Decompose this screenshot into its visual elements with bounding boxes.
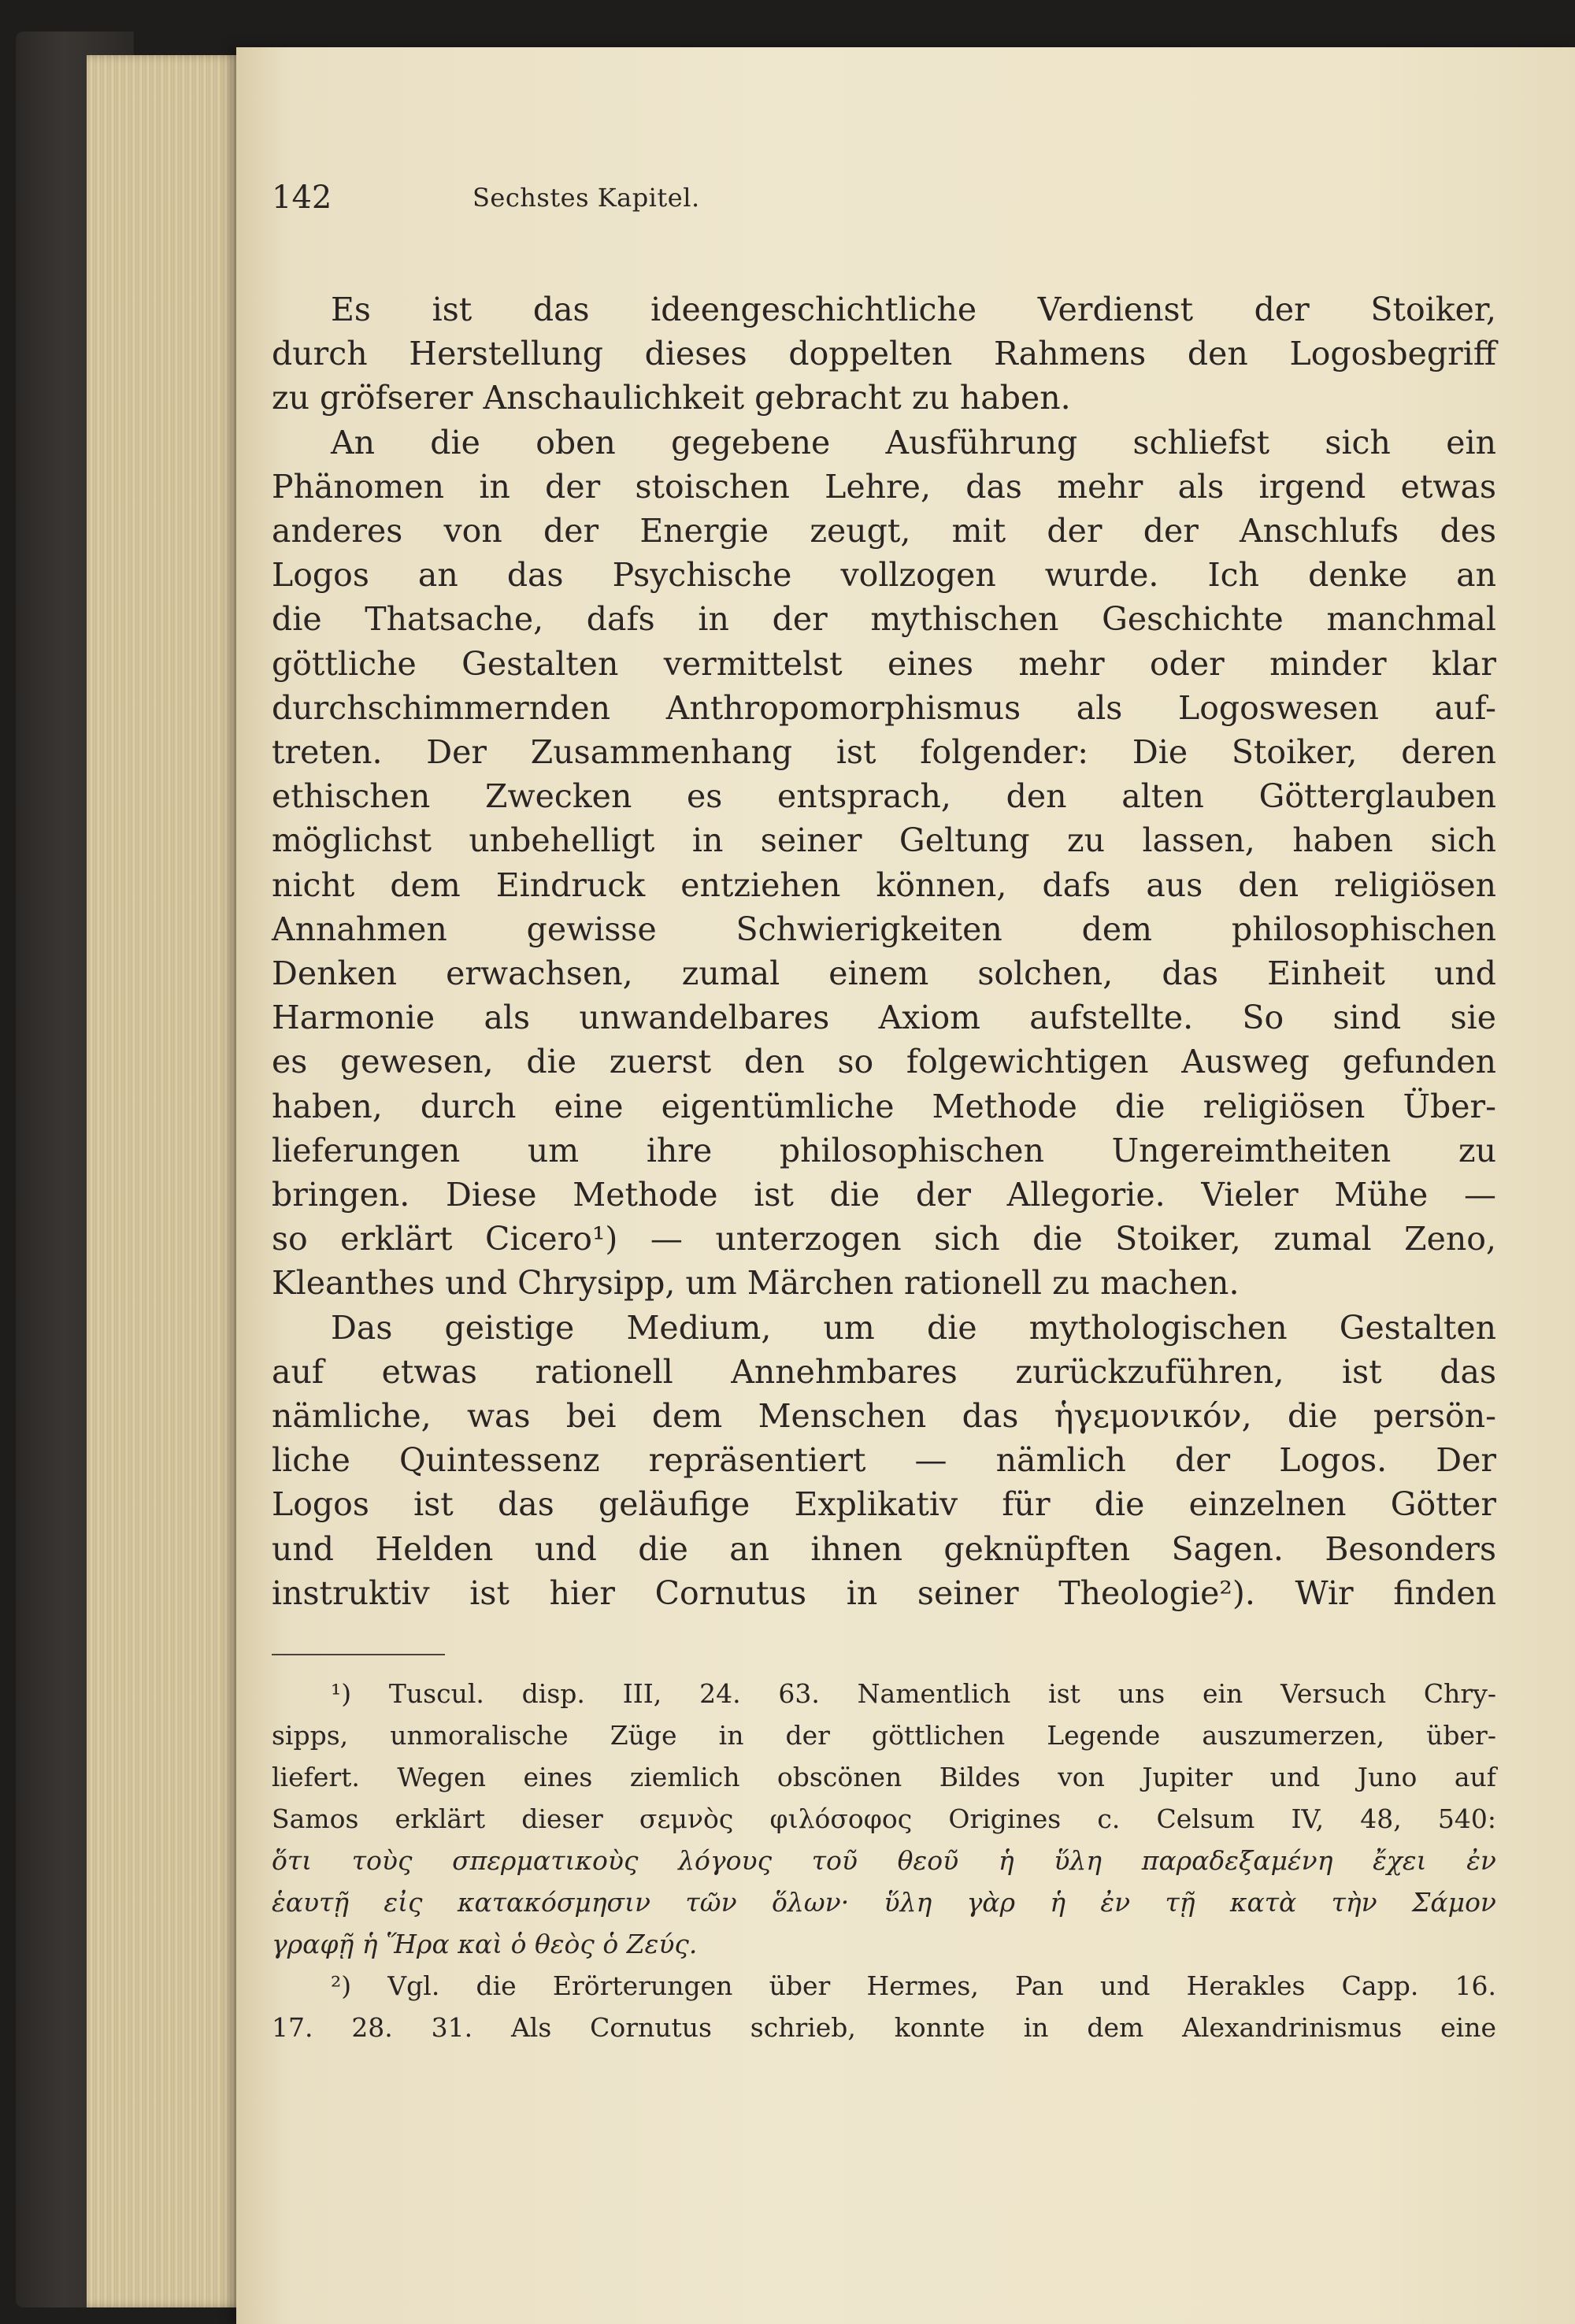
body-line: Annahmen gewisse Schwierigkeiten dem philosophischen — [272, 910, 1496, 948]
body-line: lieferungen um ihre philosophischen Ungereimtheiten zu — [272, 1131, 1496, 1169]
body-line: instruktiv ist hier Cornutus in seiner Theologie²). Wir finden — [272, 1573, 1496, 1612]
body-line: treten. Der Zusammenhang ist folgender: Die Stoiker, deren — [272, 733, 1496, 772]
footnote-greek-line: ὅτι τοὺς σπερματικοὺς λόγους τοῦ θεοῦ ἡ ὕλη παραδεξαμένη ἔχει ἐν — [272, 1845, 1496, 1876]
footnote-line: ¹) Tuscul. disp. III, 24. 63. Namentlich ist uns ein Versuch Chry- — [331, 1678, 1496, 1709]
body-line: die Thatsache, dafs in der mythischen Geschichte manchmal — [272, 600, 1496, 639]
body-line: es gewesen, die zuerst den so folgewichtigen Ausweg gefunden — [272, 1043, 1496, 1081]
body-line: nicht dem Eindruck entziehen können, dafs aus den religiösen — [272, 865, 1496, 904]
body-line: Das geistige Medium, um die mythologischen Gestalten — [331, 1308, 1496, 1347]
footnote-line: 17. 28. 31. Als Cornutus schrieb, konnte in dem Alexandrinismus eine — [272, 2012, 1496, 2043]
footnote-rule — [272, 1654, 445, 1655]
footnote-greek-line: ἑαυτῇ εἰς κατακόσμησιν τῶν ὅλων· ὕλη γὰρ ἡ ἐν τῇ κατὰ τὴν Σάμον — [272, 1887, 1496, 1918]
body-line: und Helden und die an ihnen geknüpften Sagen. Besonders — [272, 1529, 1496, 1568]
body-line: Es ist das ideengeschichtliche Verdienst der Stoiker, — [331, 291, 1496, 328]
page-number: 142 — [272, 180, 332, 216]
body-line: auf etwas rationell Annehmbares zurückzuführen, ist das — [272, 1352, 1496, 1391]
footnote-greek-line: γραφῇ ἡ Ἥρα καὶ ὁ θεὸς ὁ Ζεύς. — [272, 1929, 698, 1959]
body-line: bringen. Diese Methode ist die der Allegorie. Vieler Mühe — — [272, 1176, 1496, 1214]
body-line: durch Herstellung dieses doppelten Rahmens den Logosbegriff — [272, 335, 1496, 373]
body-line: ethischen Zwecken es entsprach, den alten Götterglauben — [272, 777, 1496, 816]
running-head: Sechstes Kapitel. — [472, 183, 700, 213]
body-line: Kleanthes und Chrysipp, um Märchen rationell zu machen. — [272, 1264, 1240, 1303]
body-line: liche Quintessenz repräsentiert — nämlich der Logos. Der — [272, 1441, 1496, 1480]
footnote-line: ²) Vgl. die Erörterungen über Hermes, Pan und Herakles Capp. 16. — [331, 1970, 1496, 2001]
body-line: durchschimmernden Anthropomorphismus als Logoswesen auf- — [272, 688, 1496, 727]
page-header — [272, 180, 1496, 227]
footnote-line: Samos erklärt dieser σεμνὸς φιλόσοφος Origines c. Celsum IV, 48, 540: — [272, 1803, 1496, 1834]
footnotes — [272, 1673, 1496, 2048]
footnote-line: sipps, unmoralische Züge in der göttlichen Legende auszumerzen, über- — [272, 1720, 1496, 1751]
body-text — [272, 287, 1496, 1615]
body-line: göttliche Gestalten vermittelst eines mehr oder minder klar — [272, 644, 1496, 683]
body-line: Harmonie als unwandelbares Axiom aufstellte. So sind sie — [272, 999, 1496, 1037]
body-line: Phänomen in der stoischen Lehre, das mehr als irgend etwas — [272, 467, 1496, 506]
body-line: haben, durch eine eigentümliche Methode die religiösen Über- — [272, 1087, 1496, 1125]
body-line: Logos ist das geläufige Explikativ für die einzelnen Götter — [272, 1485, 1496, 1524]
body-line: anderes von der Energie zeugt, mit der der Anschlufs des — [272, 512, 1496, 550]
body-line: möglichst unbehelligt in seiner Geltung zu lassen, haben sich — [272, 821, 1496, 860]
body-line: so erklärt Cicero¹) — unterzogen sich die Stoiker, zumal Zeno, — [272, 1220, 1496, 1258]
page-edges — [87, 55, 244, 2307]
body-line: An die oben gegebene Ausführung schliefst sich ein — [331, 423, 1496, 461]
body-line: zu gröfserer Anschaulichkeit gebracht zu haben. — [272, 379, 1071, 417]
footnote-line: liefert. Wegen eines ziemlich obscönen Bildes von Jupiter und Juno auf — [272, 1762, 1496, 1792]
body-line: Logos an das Psychische vollzogen wurde. Ich denke an — [272, 556, 1496, 595]
body-line: nämliche, was bei dem Menschen das ἡγεμονικόν, die persön- — [272, 1397, 1496, 1436]
body-line: Denken erwachsen, zumal einem solchen, das Einheit und — [272, 954, 1496, 993]
